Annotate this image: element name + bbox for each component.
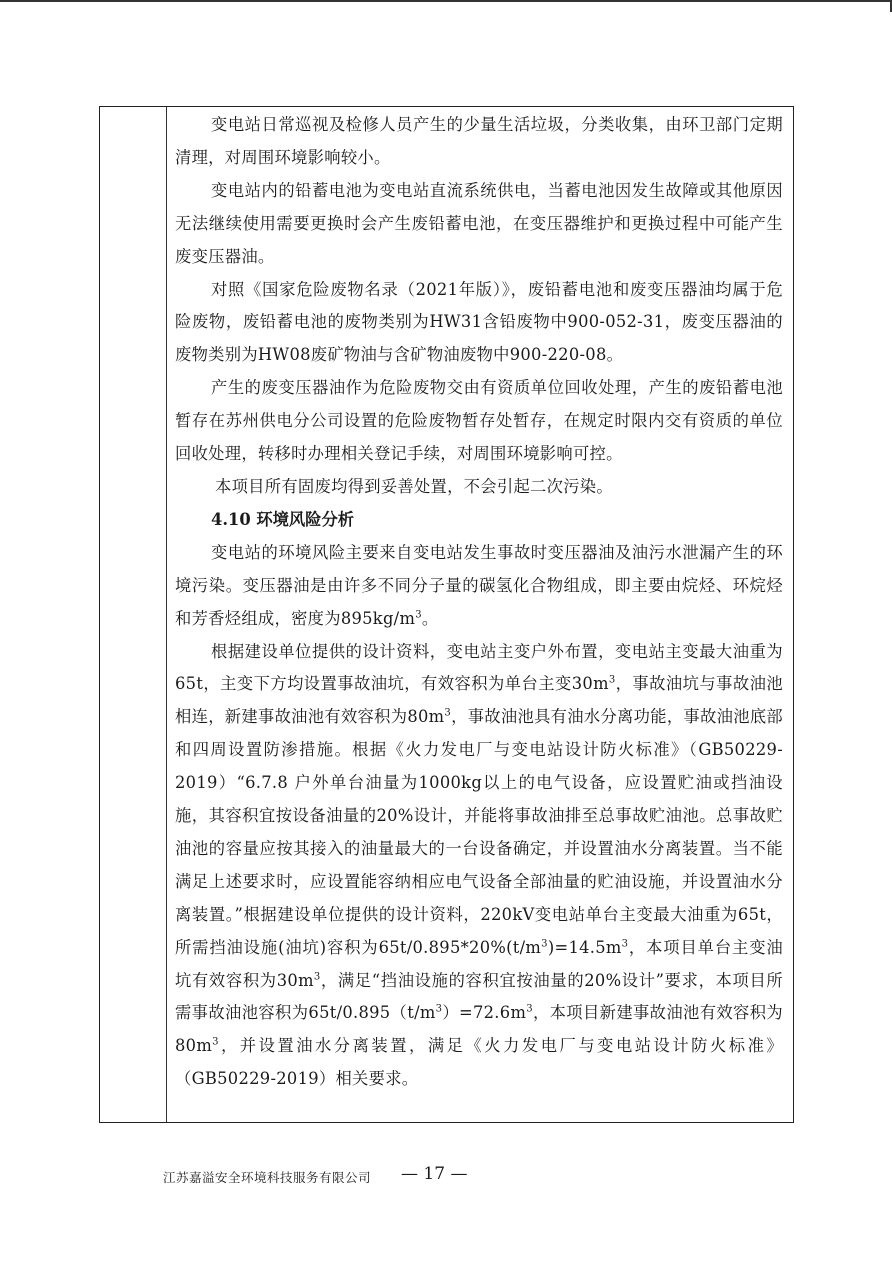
paragraph-battery: 变电站内的铅蓄电池为变电站直流系统供电，当蓄电池因发生故障或其他原因无法继续使用需要更换时会产生废铅蓄电池，在变压器维护和更换过程中可能产生废变压器油。 [175,180,783,266]
content-table [99,106,794,1123]
page-number: — 17 — [401,1164,468,1184]
company-name: 江苏嘉溢安全环境科技服务有限公司 [163,1170,372,1185]
page-footer [163,1164,723,1192]
content-cell [167,107,793,1122]
paragraph-solid-waste-summary: 本项目所有固废均得到妥善处置，不会引起二次污染。 [215,476,613,496]
paragraph-hazard-catalog: 对照《国家危险废物名录（2021年版）》，废铅蓄电池和废变压器油均属于危险废物，废铅蓄电池的废物类别为HW31含铅废物中900-052-31，废变压器油的废物类别为HW08废矿物油与含矿物油废物中900-220-08。 [175,279,783,365]
paragraph-domestic-waste: 变电站日常巡视及检修人员产生的少量生活垃圾，分类收集，由环卫部门定期清理，对周围环境影响较小。 [175,115,783,167]
paragraph-disposal: 产生的废变压器油作为危险废物交由有资质单位回收处理，产生的废铅蓄电池暂存在苏州供电分公司设置的危险废物暂存处暂存，在规定时限内交有资质的单位回收处理，转移时办理相关登记手续，对周围环境影响可控。 [175,378,783,464]
section-heading: 4.10 环境风险分析 [211,509,355,529]
label-column [100,107,167,1122]
paragraph-oil-pit-design: 根据建设单位提供的设计资料，变电站主变户外布置，变电站主变最大油重为65t，主变下方均设置事故油坑，有效容积为单台主变$30m^3$，事故油坑与事故油池相连，新建事故油池有效容积为$80m^3$，事故油池具有油水分离功能，事故油池底部和四周设置防渗措施。根据《火力发电厂与变电站设计防火标准》（GB50229-2019）“6.7.8 户外单台油量为1000kg以上的电气设备，应设置贮油或挡油设施，其容积宜按设备油量的20%设计，并能将事故油排至总事故贮油池。总事故贮油池的容量应按其接入的油量最大的一台设备确定，并设置油水分离装置。当不能满足上述要求时，应设置能容纳相应电气设备全部油量的贮油设施，并设置油水分离装置。”根据建设单位提供的设计资料，220kV变电站单台主变最大油重为65t，所需挡油设施(油坑)容积为$65t/0.895*20\%(t/m^3)=14.5m^3$，本项目单台主变油坑有效容积为$30m^3$，满足“挡油设施的容积宜按油量的20%设计”要求，本项目所需事故油池容积为$65t/0.895(t/m^3)=72.6m^3$，本项目新建事故油池有效容积为$80m^3$，并设置油水分离装置，满足《火力发电厂与变电站设计防火标准》（GB50229-2019）相关要求。 [175,641,784,1089]
paragraph-risk-source: 变电站的环境风险主要来自变电站发生事故时变压器油及油污水泄漏产生的环境污染。变压器油是由许多不同分子量的碳氢化合物组成，即主要由烷烃、环烷烃和芳香烃组成，密度为$895kg/m^3$。 [175,542,783,628]
top-border-line [0,0,892,2]
